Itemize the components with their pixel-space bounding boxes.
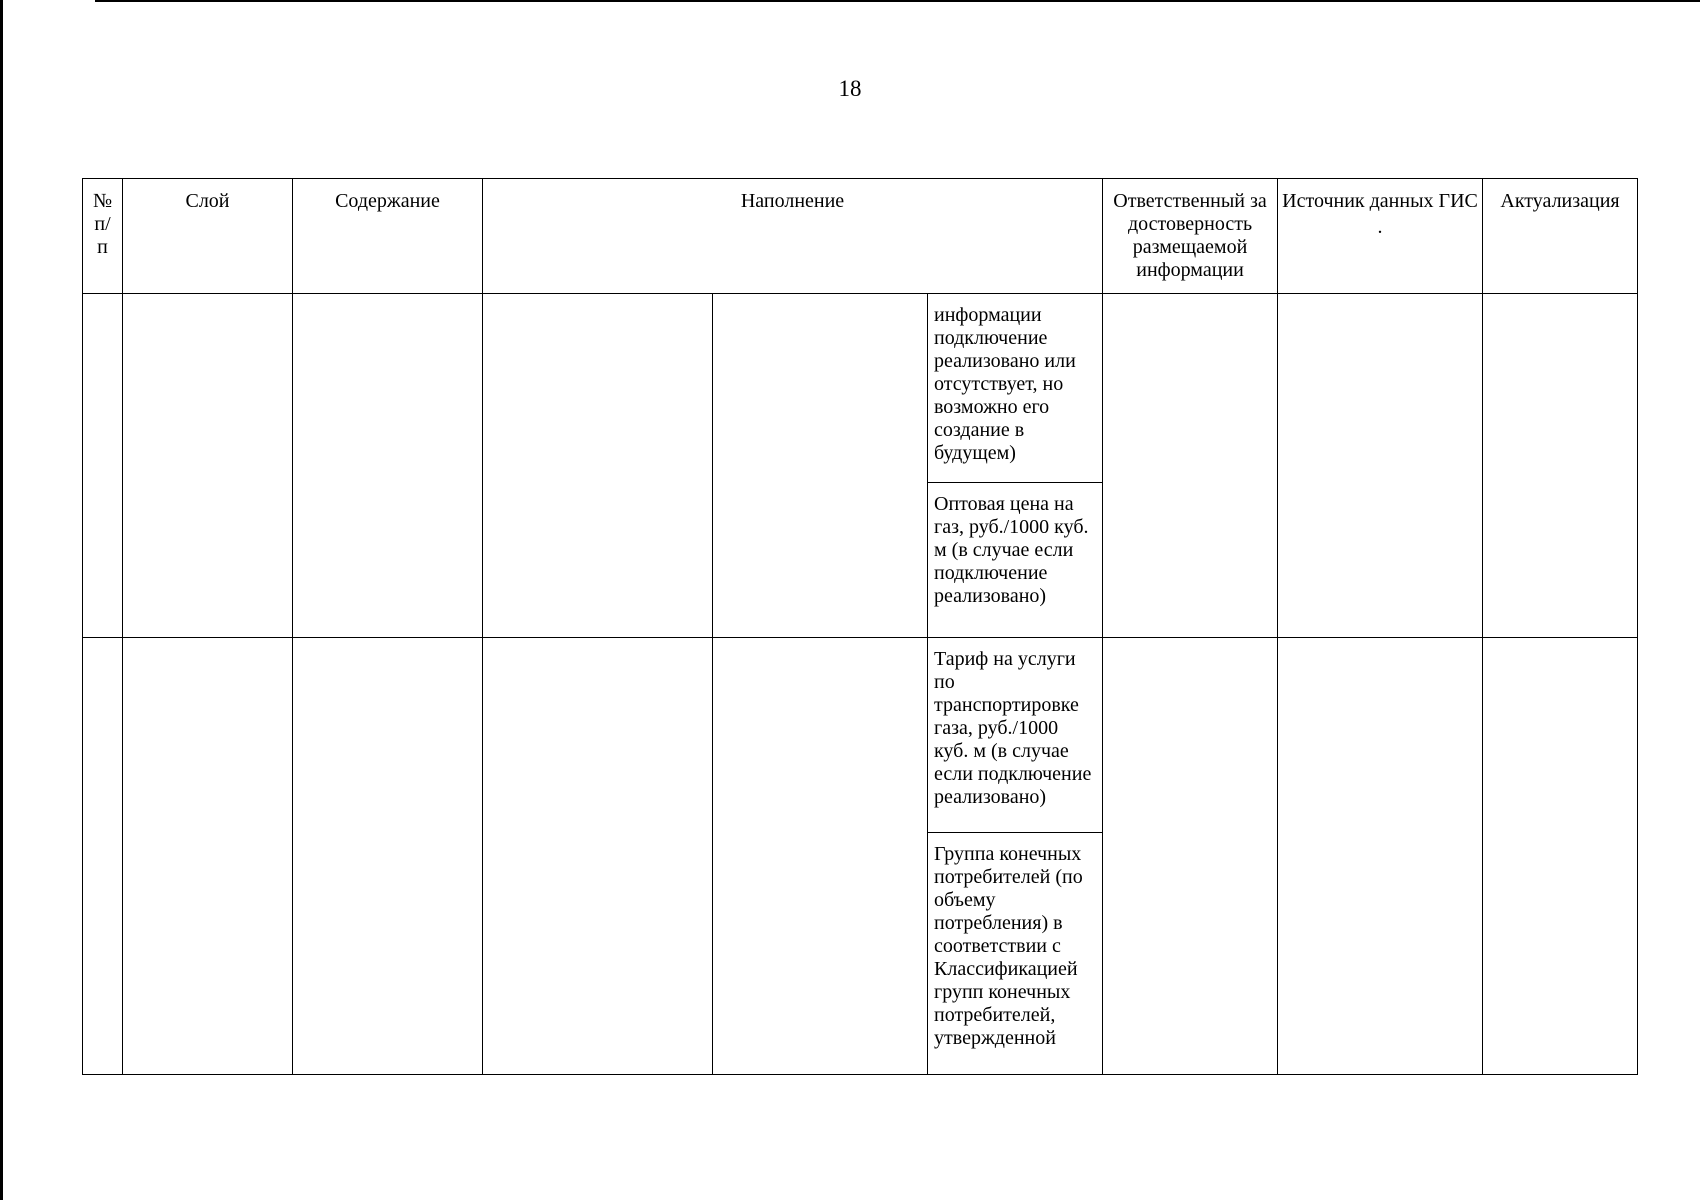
cell-content: [293, 294, 483, 638]
table-header-row: [83, 179, 1638, 294]
cell-filling-subgroup: [713, 638, 928, 1075]
cell-source: [1278, 638, 1483, 1075]
gis-layers-table: [82, 178, 1638, 1075]
header-source: [1278, 179, 1483, 294]
fill-item: Оптовая цена на газ, руб./1000 куб. м (в случае если подключение реализовано): [928, 483, 1103, 638]
header-source-mark: .: [1377, 216, 1383, 238]
header-responsible: Ответственный за достоверность размещаемой информации: [1103, 179, 1278, 294]
table-row: [83, 638, 1638, 833]
cell-no: [83, 638, 123, 1075]
fill-item: Группа конечных потребителей (по объему потребления) в соответствии с Классификацией групп конечных потребителей, утвержденной: [928, 833, 1103, 1075]
header-no: № п/ п: [83, 179, 123, 294]
fill-item: информации подключение реализовано или отсутствует, но возможно его создание в будущем): [928, 294, 1103, 483]
cell-update: [1483, 638, 1638, 1075]
cell-no: [83, 294, 123, 638]
cell-content: [293, 638, 483, 1075]
header-content: Содержание: [293, 179, 483, 294]
cell-filling-group: [483, 294, 713, 638]
table-row: [83, 294, 1638, 483]
scan-edge-top: [95, 0, 1700, 2]
fill-item: Тариф на услуги по транспортировке газа, руб./1000 куб. м (в случае если подключение реализовано): [928, 638, 1103, 833]
cell-layer: [123, 638, 293, 1075]
cell-responsible: [1103, 638, 1278, 1075]
cell-responsible: [1103, 294, 1278, 638]
cell-filling-group: [483, 638, 713, 1075]
cell-source: [1278, 294, 1483, 638]
cell-filling-subgroup: [713, 294, 928, 638]
header-source-label: Источник данных ГИС: [1282, 190, 1478, 212]
page-number: 18: [838, 76, 862, 101]
scan-edge-left: [0, 0, 3, 1200]
cell-update: [1483, 294, 1638, 638]
header-filling: Наполнение: [483, 179, 1103, 294]
header-update: Актуализация: [1483, 179, 1638, 294]
header-layer: Слой: [123, 179, 293, 294]
cell-layer: [123, 294, 293, 638]
